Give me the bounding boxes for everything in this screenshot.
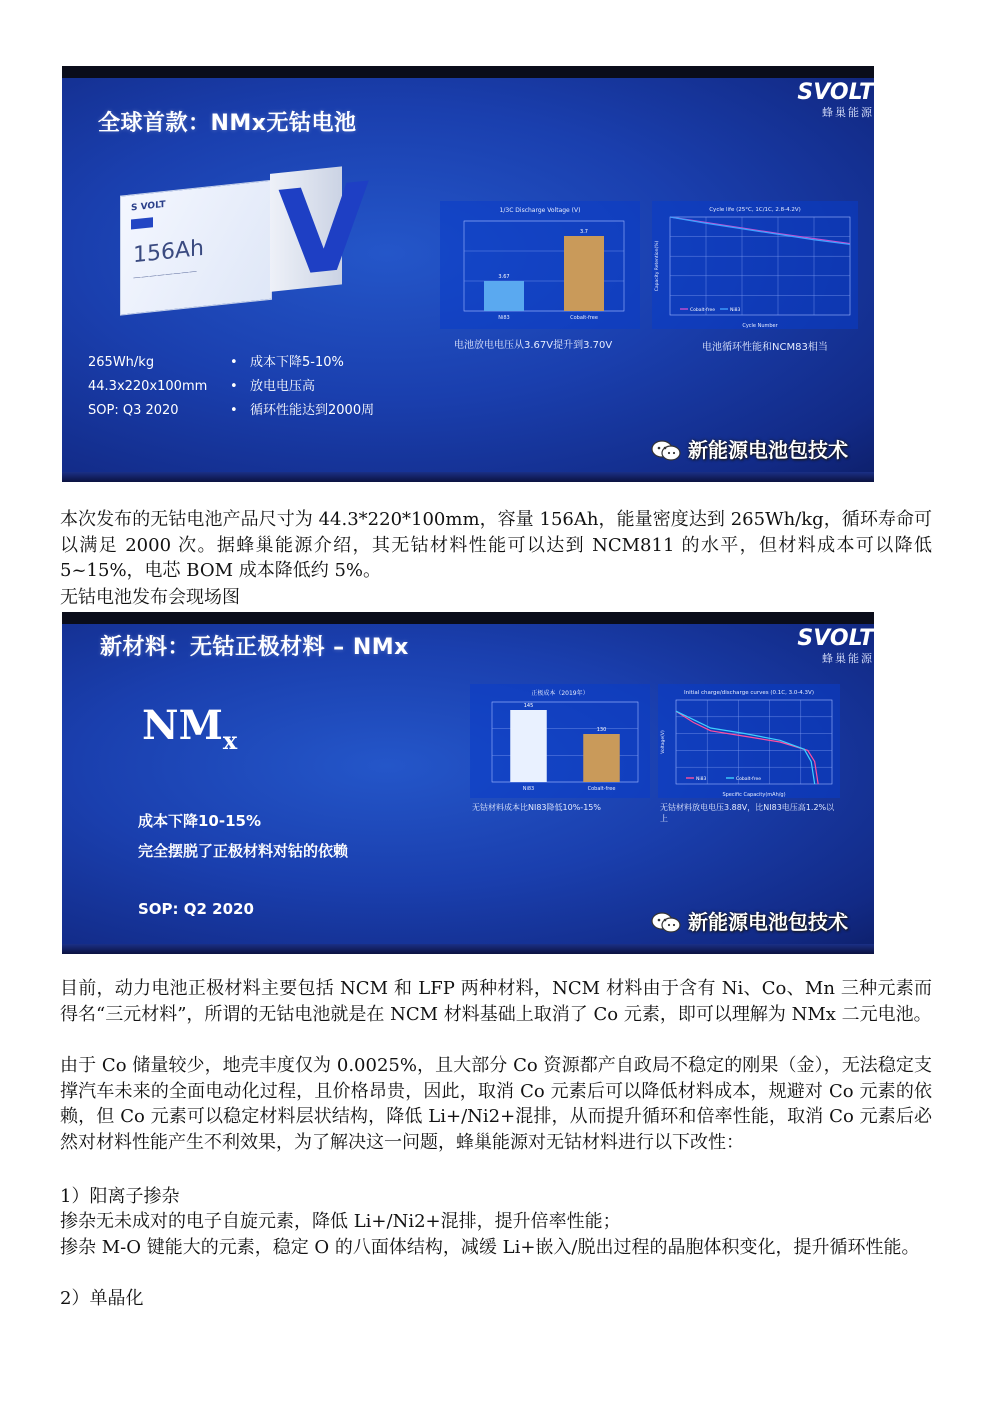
benefit-item: • 放电电压高 xyxy=(230,375,374,399)
brand-logo: SVOLT 蜂巢能源 xyxy=(797,626,874,665)
paragraph: 由于 Co 储量较少，地壳丰度仅为 0.0025%，且大部分 Co 资源都产自政局不稳定的刚果（金），无法稳定支撑汽车未来的全面电动化过程，且价格昂贵，因此，取消 Co 元素后可以降低材料成本，规避对 Co 元素的依赖，但 Co 元素可以稳定材料层状结构，降低 Li+/Ni2+混排，从而提升循环和倍率性能，取消 Co 元素后必然对材料性能产生不利效果，为了解决这一问题，蜂巢能源对无钴材料进行以下改性： xyxy=(60,1055,932,1154)
bar xyxy=(564,236,604,311)
chart-title: Initial charge/discharge curves (0.1C, 3.0-4.3V) xyxy=(684,690,814,696)
chart-caption: 无钴材料放电电压3.88V，比NI83电压高1.2%以上 xyxy=(660,803,835,823)
image-caption: 无钴电池发布会现场图 xyxy=(60,587,240,608)
cell-capacity-label: 156Ah xyxy=(133,235,204,269)
legend-label: Cobalt-free xyxy=(690,308,716,313)
x-axis-label: Specific Capacity(mAh/g) xyxy=(722,792,786,798)
bar xyxy=(510,710,547,782)
x-tick-label: Ni83 xyxy=(498,315,510,321)
slide-photo-cobalt-free-battery xyxy=(62,66,874,482)
chart-title: Cycle life (25°C, 1C/1C, 2.8-4.2V) xyxy=(709,207,801,213)
charge-discharge-chart xyxy=(658,684,840,798)
cost-reduction-line: 成本下降10-15% xyxy=(138,812,262,830)
wechat-icon xyxy=(650,439,682,461)
data-label: 145 xyxy=(523,703,534,709)
legend-label: Ni83 xyxy=(696,777,707,782)
data-label: 3.67 xyxy=(498,274,510,280)
cycle-life-chart xyxy=(652,201,858,329)
spec-energy-density: 265Wh/kg xyxy=(88,355,155,370)
watermark: 新能源电池包技术 xyxy=(650,434,848,463)
discharge-voltage-chart xyxy=(440,201,640,329)
legend-label: Cobalt-free xyxy=(736,777,762,782)
paragraph: 掺杂 M-O 键能大的元素，稳定 O 的八面体结构，减缓 Li+嵌入/脱出过程的晶胞体积变化，提升循环性能。 xyxy=(60,1237,920,1258)
chart-title: 正极成本（2019年） xyxy=(531,690,589,697)
spec-dimensions: 44.3x220x100mm xyxy=(88,379,208,394)
benefit-item: • 成本下降5-10% xyxy=(230,351,374,375)
bar xyxy=(583,734,620,782)
slide-photo-nmx-material xyxy=(62,612,874,954)
section-heading: 1）阳离子掺杂 xyxy=(60,1186,180,1207)
chart-title: 1/3C Discharge Voltage (V) xyxy=(499,207,581,214)
chart-caption: 电池循环性能和NCM83相当 xyxy=(702,342,828,353)
nmx-heading: $NM_x$ xyxy=(142,702,238,755)
x-axis-label: Cycle Number xyxy=(742,323,778,329)
y-axis-label: Voltage(V) xyxy=(661,730,666,754)
cathode-cost-chart-svg xyxy=(470,684,650,798)
v-logo-icon: V xyxy=(278,156,370,305)
sop-line: SOP: Q2 2020 xyxy=(138,900,254,918)
x-tick-label: Cobalt-free xyxy=(570,315,598,321)
cycle-life-chart-svg xyxy=(652,201,858,329)
paragraph: 目前，动力电池正极材料主要包括 NCM 和 LFP 两种材料，NCM 材料由于含有 Ni、Co、Mn 三种元素而得名“三元材料”，所谓的无钴电池就是在 NCM 材料基础上取消了 Co 元素，即可以理解为 NMx 二元电池。 xyxy=(60,978,932,1025)
cathode-cost-chart xyxy=(470,684,650,798)
x-tick-label: Ni83 xyxy=(522,786,535,792)
paragraph: 本次发布的无钴电池产品尺寸为 44.3*220*100mm，容量 156Ah，能量密度达到 265Wh/kg，循环寿命可以满足 2000 次。据蜂巢能源介绍，其无钴材料性能可以达到 NCM811 的水平，但材料成本可以降低 5~15%，电芯 BOM 成本降低约 5%。 xyxy=(60,509,932,582)
charge-discharge-chart-svg xyxy=(658,684,840,798)
section-heading: 2）单晶化 xyxy=(60,1288,144,1309)
cobalt-independence-line: 完全摆脱了正极材料对钴的依赖 xyxy=(138,842,349,860)
data-label: 130 xyxy=(596,727,607,733)
bar xyxy=(484,281,524,311)
legend-label: Ni83 xyxy=(730,308,741,313)
brand-logo: SVOLT 蜂巢能源 xyxy=(797,80,874,119)
data-label: 3.7 xyxy=(580,229,588,235)
plot-frame xyxy=(676,700,832,784)
y-axis-label: Capacity Retention(%) xyxy=(655,240,660,292)
x-tick-label: Cobalt-free xyxy=(587,786,616,792)
battery-cell-image: S VOLT 156Ah ———————— V xyxy=(120,172,342,313)
wechat-icon xyxy=(650,911,682,933)
benefit-item: • 循环性能达到2000周 xyxy=(230,399,374,423)
chart-caption: 电池放电电压从3.67V提升到3.70V xyxy=(454,340,613,351)
benefit-list xyxy=(230,351,374,423)
discharge-voltage-chart-svg xyxy=(440,201,640,329)
watermark: 新能源电池包技术 xyxy=(650,906,848,935)
spec-list xyxy=(88,351,207,423)
series-line xyxy=(676,711,815,784)
slide-title: 新材料：无钴正极材料 – NMx xyxy=(100,635,409,660)
spec-sop: SOP: Q3 2020 xyxy=(88,403,179,418)
chart-caption: 无钴材料成本比NI83降低10%-15% xyxy=(472,803,601,812)
paragraph: 掺杂无未成对的电子自旋元素，降低 Li+/Ni2+混排，提升倍率性能； xyxy=(60,1211,621,1232)
series-line xyxy=(670,217,850,244)
slide-title: 全球首款：NMx无钴电池 xyxy=(98,111,357,136)
